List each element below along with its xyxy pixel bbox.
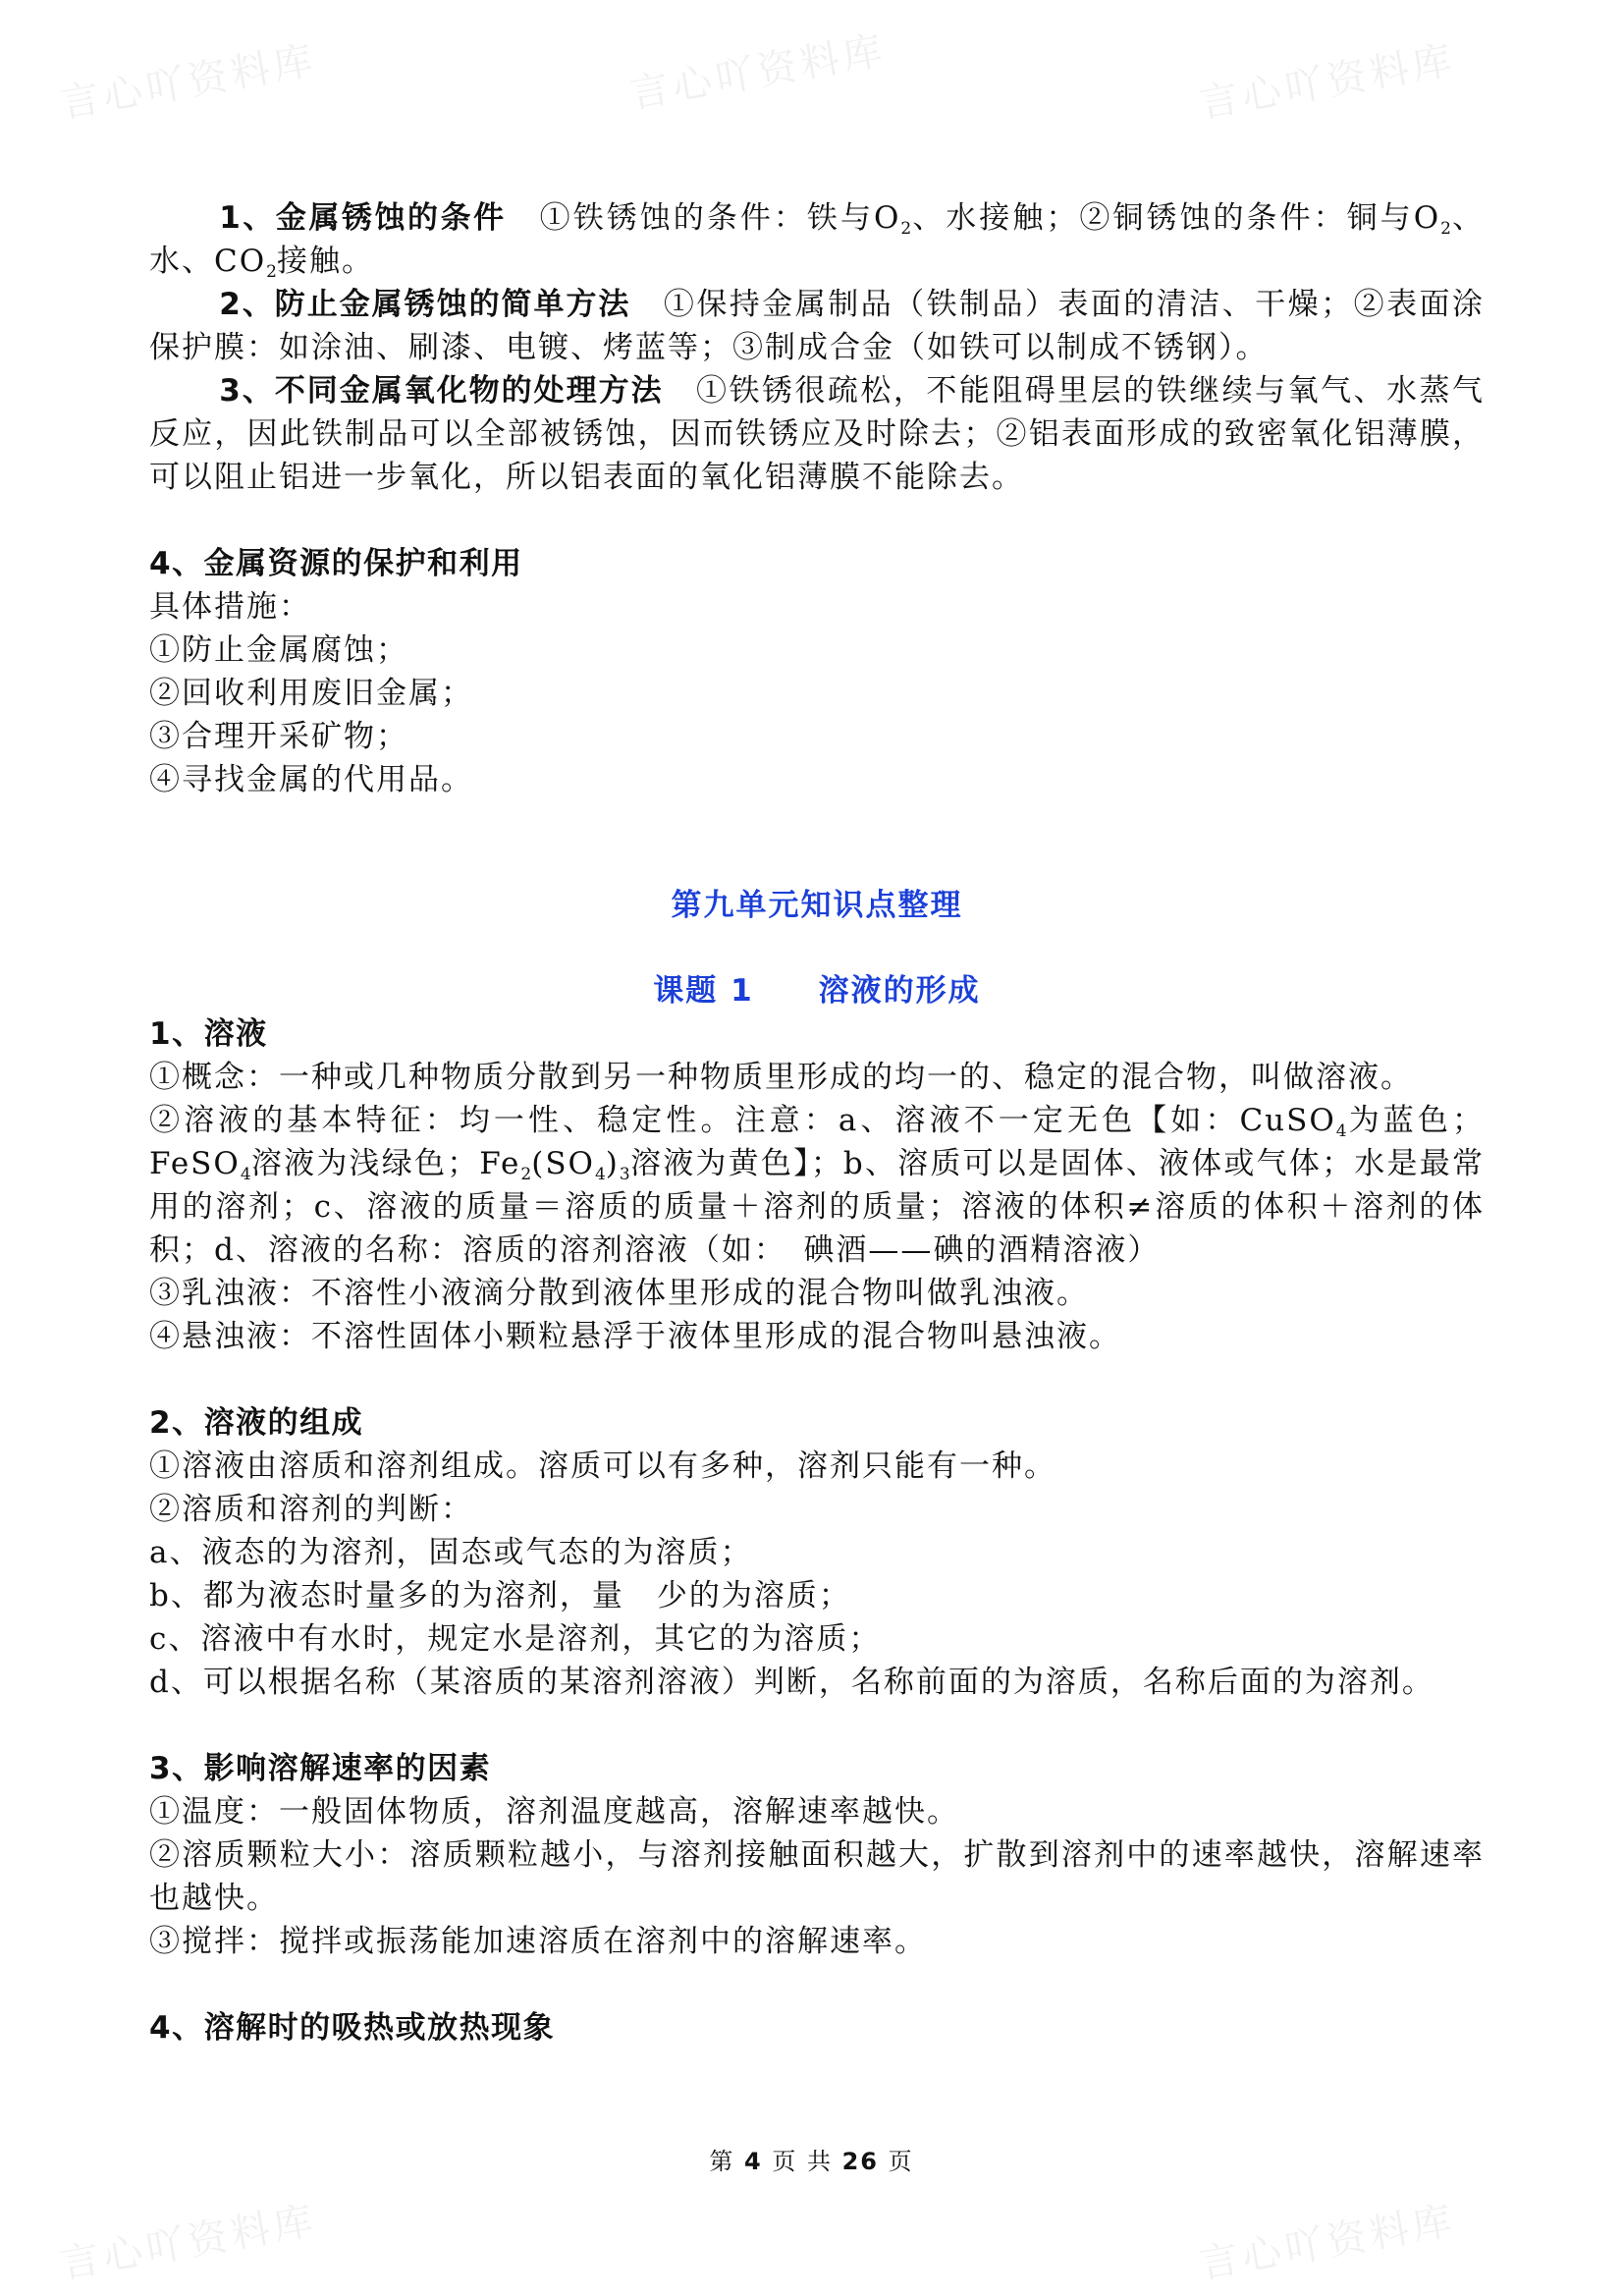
section-heading: 2、溶液的组成: [149, 1405, 364, 1441]
page-footer: [0, 2147, 1623, 2176]
footer-text: 页: [888, 2148, 914, 2175]
paragraph: [149, 2006, 1485, 2050]
text: 、水、CO: [149, 200, 1485, 279]
unit-title: 第九单元知识点整理: [671, 888, 963, 923]
section-heading: 3、影响溶解速率的因素: [149, 1751, 492, 1786]
text: ②溶液的基本特征：均一性、稳定性。注意：a、溶液不一定无色【如：CuSO: [149, 1103, 1336, 1138]
paragraph: [149, 196, 1485, 283]
paragraph: [149, 1445, 1485, 1488]
text: 具体措施：: [149, 589, 311, 625]
text: ①防止金属腐蚀；: [149, 632, 408, 668]
text: ①溶液由溶质和溶剂组成。溶质可以有多种，溶剂只能有一种。: [149, 1449, 1056, 1484]
text: c、溶液中有水时，规定水是溶剂，其它的为溶质；: [149, 1621, 882, 1657]
subscript: 4: [594, 1165, 606, 1184]
paragraph: [149, 715, 1485, 758]
subscript: 2: [266, 262, 277, 282]
paragraph: [149, 1272, 1485, 1315]
metal-resource-section: [149, 542, 1485, 801]
text: 溶液为黄色】；b、溶质可以是固体、液体或气体；水是最常用的溶剂；c、溶液的质量＝溶质的质量＋溶剂的质量；溶液的体积≠溶质的体积＋溶剂的体积；d、溶液的名称：溶质的溶剂溶液（如： 碘酒——碘的酒精溶液）: [149, 1146, 1485, 1268]
paragraph: [149, 585, 1485, 629]
text: ②回收利用废旧金属；: [149, 676, 473, 711]
solution-section: [149, 1012, 1485, 1358]
text: a、液态的为溶剂，固态或气态的为溶质；: [149, 1535, 753, 1570]
section-heading: 2、防止金属锈蚀的简单方法: [219, 287, 631, 322]
section-heading: 4、溶解时的吸热或放热现象: [149, 2010, 556, 2046]
lesson-title: 课题 1 溶液的形成: [653, 973, 981, 1009]
text: ④悬浊液：不溶性固体小颗粒悬浮于液体里形成的混合物叫悬浊液。: [149, 1319, 1121, 1354]
paragraph: [149, 1920, 1485, 1963]
text: ②溶质和溶剂的判断：: [149, 1492, 473, 1527]
subscript: 4: [1335, 1121, 1347, 1141]
paragraph: [149, 629, 1485, 672]
text: ①温度：一般固体物质，溶剂温度越高，溶解速率越快。: [149, 1794, 959, 1830]
text: 溶液为浅绿色；Fe: [250, 1146, 521, 1181]
paragraph: [149, 758, 1485, 801]
paragraph: [149, 1574, 1485, 1617]
dissolution-rate-section: [149, 1747, 1485, 1963]
subscript: 2: [1440, 219, 1451, 239]
section-heading: 1、溶液: [149, 1016, 268, 1052]
watermark: 言心吖资料库: [1196, 2198, 1459, 2288]
section-heading: 4、金属资源的保护和利用: [149, 546, 523, 581]
page-total: 26: [841, 2148, 880, 2175]
watermark: 言心吖资料库: [57, 2198, 320, 2288]
text: 接触。: [276, 244, 374, 279]
watermark: 言心吖资料库: [626, 27, 890, 118]
text: ③搅拌：搅拌或振荡能加速溶质在溶剂中的溶解速率。: [149, 1924, 927, 1959]
paragraph: [149, 1056, 1485, 1099]
rust-conditions-section: [149, 196, 1485, 283]
rust-prevention-section: [149, 283, 1485, 369]
document-body: [149, 196, 1485, 2050]
text: 、水接触；②铜锈蚀的条件：铜与O: [911, 200, 1441, 236]
text: ①保持金属制品（铁制品）表面的清洁、干燥；②表面涂保护膜：如涂油、刷漆、电镀、烤蓝等；③制成合金（如铁可以制成不锈钢）。: [149, 287, 1485, 365]
text: ③乳浊液：不溶性小液滴分散到液体里形成的混合物叫做乳浊液。: [149, 1276, 1089, 1311]
subscript: 2: [900, 219, 912, 239]
text: ①概念：一种或几种物质分散到另一种物质里形成的均一的、稳定的混合物，叫做溶液。: [149, 1060, 1413, 1095]
paragraph: [149, 672, 1485, 715]
text: ③合理开采矿物；: [149, 719, 408, 754]
oxide-handling-section: [149, 369, 1485, 499]
paragraph: [149, 1012, 1485, 1056]
text: b、都为液态时量多的为溶剂，量 少的为溶质；: [149, 1578, 851, 1613]
subscript: 2: [520, 1165, 532, 1184]
footer-text: 页 共: [772, 2148, 833, 2175]
text: ): [605, 1146, 620, 1181]
heat-phenomena-section: [149, 2006, 1485, 2050]
page-number: 4: [743, 2148, 763, 2175]
paragraph: [149, 369, 1485, 499]
paragraph: [149, 1747, 1485, 1790]
paragraph: [149, 1617, 1485, 1661]
footer-text: 第: [709, 2148, 735, 2175]
paragraph: [149, 1833, 1485, 1920]
text: ①铁锈蚀的条件：铁与O: [506, 200, 901, 236]
paragraph: [149, 1401, 1485, 1445]
text: 为蓝色；FeSO: [149, 1103, 1485, 1181]
watermark: 言心吖资料库: [1196, 37, 1459, 128]
paragraph: [149, 1315, 1485, 1358]
text: ④寻找金属的代用品。: [149, 762, 473, 797]
text: d、可以根据名称（某溶质的某溶剂溶液）判断，名称前面的为溶质，名称后面的为溶剂。: [149, 1665, 1434, 1700]
section-heading: 1、金属锈蚀的条件: [219, 200, 507, 236]
paragraph: [149, 1661, 1485, 1704]
text: ①铁锈很疏松，不能阻碍里层的铁继续与氧气、水蒸气反应，因此铁制品可以全部被锈蚀，因而铁锈应及时除去；②铝表面形成的致密氧化铝薄膜，可以阻止铝进一步氧化，所以铝表面的氧化铝薄膜不能除去。: [149, 373, 1485, 495]
paragraph: [149, 542, 1485, 585]
text: ②溶质颗粒大小：溶质颗粒越小，与溶剂接触面积越大，扩散到溶剂中的速率越快，溶解速率也越快。: [149, 1837, 1485, 1916]
paragraph: [149, 1790, 1485, 1833]
paragraph: [149, 283, 1485, 369]
section-heading: 3、不同金属氧化物的处理方法: [219, 373, 664, 409]
solution-composition-section: [149, 1401, 1485, 1704]
text: (SO: [531, 1146, 595, 1181]
subscript: 3: [619, 1165, 630, 1184]
subscript: 4: [240, 1165, 251, 1184]
paragraph: [149, 1099, 1485, 1272]
watermark: 言心吖资料库: [57, 37, 320, 128]
paragraph: [149, 1488, 1485, 1531]
paragraph: [149, 1531, 1485, 1574]
